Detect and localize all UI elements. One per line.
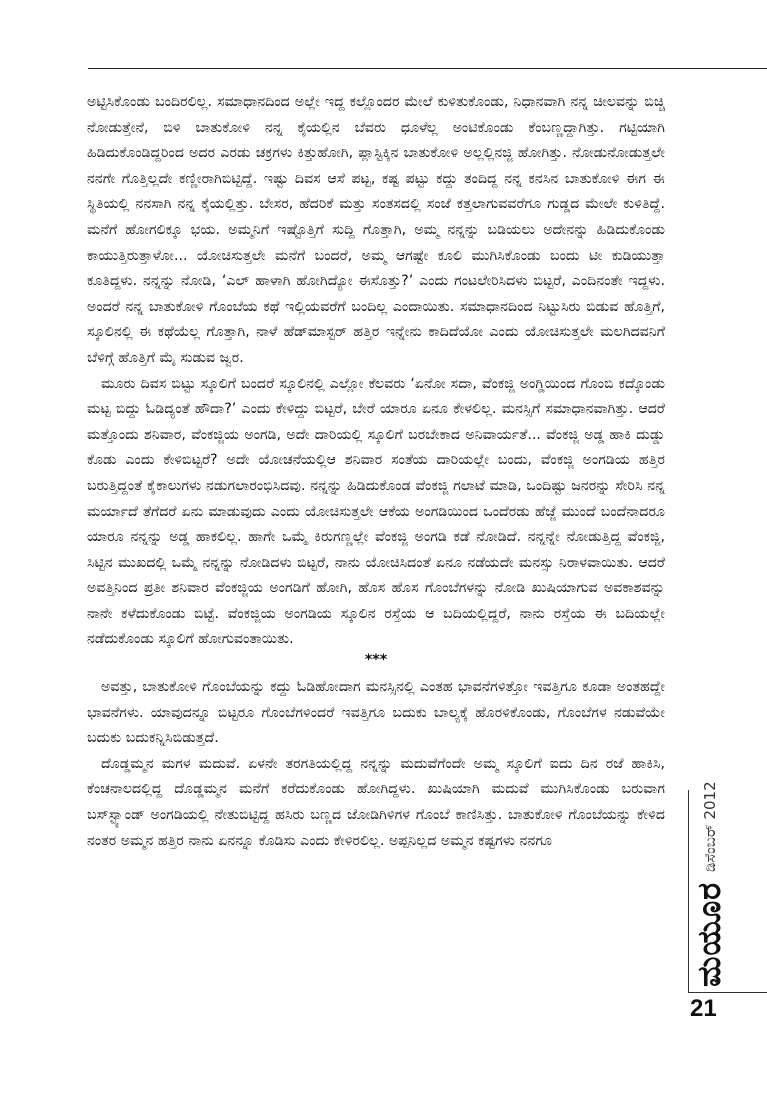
paragraph-4: ದೊಡ್ಡಮ್ಮನ ಮಗಳ ಮದುವೆ. ಏಳನೇ ತರಗತಿಯಲ್ಲಿದ್ದ ನನ್ನನ್ನು ಮದುವೆಗೆಂದೇ ಅಮ್ಮ ಸ್ಕೂಲಿಗೆ ಐದು ದಿನ ರಜೆ ಹಾಕಿಸಿ, ಕೆಂಚನಾಲದಲ್ಲಿದ್ದ ದೊಡ್ಡಮ್ಮನ ಮನೆಗೆ ಕರೆದುಕೊಂಡು ಹೋಗಿದ್ದಳು. ಖುಷಿಯಾಗಿ ಮದುವೆ ಮುಗಿಸಿಕೊಂಡು ಬರುವಾಗ ಬಸ್‌ಸ್ಟ್ಯಾಂಡ್ ಅಂಗಡಿಯಲ್ಲಿ ನೇತುಬಿಟ್ಟಿದ್ದ ಹಸಿರು ಬಣ್ಣದ ಜೋಡಿಗಿಳಿಗಳ ಗೊಂಬೆ ಕಾಣಿಸಿತ್ತು. ಬಾತುಕೋಳಿ ಗೊಂಬೆಯನ್ನು ಕೇಳಿದ ನಂತರ ಅಮ್ಮನ ಹತ್ತಿರ ನಾನು ಏನನ್ನೂ ಕೊಡಿಸು ಎಂದು ಕೇಳಿರಲಿಲ್ಲ. ಅಪ್ಪನಿಲ್ಲದ ಅಮ್ಮನ ಕಷ್ಟಗಳು ನನಗೂ [87, 755, 665, 849]
header-rule [88, 68, 767, 69]
magazine-name: ಮಯೂರ [690, 881, 728, 987]
section-separator: *** [364, 652, 388, 669]
page-number-rule [688, 992, 767, 993]
magazine-sidebar [690, 781, 729, 987]
paragraph-1: ಅಟ್ಟಿಸಿಕೊಂಡು ಬಂದಿರಲಿಲ್ಲ. ಸಮಾಧಾನದಿಂದ ಅಲ್ಲೇ ಇದ್ದ ಕಲ್ಲೊಂದರ ಮೇಲೆ ಕುಳಿತುಕೊಂಡು, ನಿಧಾನವಾಗಿ ನನ್ನ ಚೀಲವನ್ನು ಬಿಚ್ಚಿ ನೋಡುತ್ತೇನೆ, ಬಿಳಿ ಬಾತುಕೋಳಿ ನನ್ನ ಕೈಯಲ್ಲಿನ ಬೆವರು ಧೂಳೆಲ್ಲ ಅಂಟಿಕೊಂಡು ಕೆಂಬಣ್ಣದ್ದಾಗಿತ್ತು. ಗಟ್ಟಿಯಾಗಿ ಹಿಡಿದುಕೊಂಡಿದ್ದರಿಂದ ಅದರ ಎರಡು ಚಕ್ರಗಳು ಕಿತ್ತುಹೋಗಿ, ಪ್ಲಾಸ್ಟಿಕ್ಕಿನ ಬಾತುಕೋಳಿ ಅಲ್ಲಲ್ಲಿನಜ್ಜಿ ಹೋಗಿತ್ತು. ನೋಡುನೋಡುತ್ತಲೇ ನನಗೇ ಗೊತ್ತಿಲ್ಲದೇ ಕಣ್ಣೀರಾಗಿಬಿಟ್ಟಿದ್ದೆ. ಇಷ್ಟು ದಿವಸ ಆಸೆ ಪಟ್ಟ, ಕಷ್ಟ ಪಟ್ಟು ಕದ್ದು ತಂದಿದ್ದ ನನ್ನ ಕನಸಿನ ಬಾತುಕೋಳಿ ಈಗ ಈ ಸ್ಥಿತಿಯಲ್ಲಿ ನನಸಾಗಿ ನನ್ನ ಕೈಯಲ್ಲಿತ್ತು. ಬೇಸರ, ಹೆದರಿಕೆ ಮತ್ತು ಸಂತಸದಲ್ಲಿ ಸಂಜೆ ಕತ್ತಲಾಗುವವರೆಗೂ ಗುಡ್ಡದ ಮೇಲೇ ಕುಳಿತಿದ್ದೆ. ಮನೆಗೆ ಹೋಗಲಿಕ್ಕೂ ಭಯ. ಅಮ್ಮನಿಗೆ ಇಷ್ಟೊತ್ತಿಗೆ ಸುದ್ದಿ ಗೊತ್ತಾಗಿ, ಅಮ್ಮ ನನ್ನನ್ನು ಬಡಿಯಲು ಅದೇನನ್ನು ಹಿಡಿದುಕೊಂಡು ಕಾಯುತ್ತಿರುತ್ತಾಳೋ... ಯೋಚಿಸುತ್ತಲೇ ಮನೆಗೆ ಬಂದರೆ, ಅಮ್ಮ ಆಗಷ್ಟೇ ಕೂಲಿ ಮುಗಿಸಿಕೊಂಡು ಬಂದು ಟೀ ಕುಡಿಯುತ್ತಾ ಕೂತಿದ್ದಳು. ನನ್ನನ್ನು ನೋಡಿ, ‘ಎಲ್ ಹಾಳಾಗಿ ಹೋಗಿದ್ಯೋ ಈಸೊತ್ತು?’ ಎಂದು ಗಂಟಲೇರಿಸಿದಳು ಬಿಟ್ಟರೆ, ಎಂದಿನಂತೇ ಇದ್ದಳು. ಅಂದರೆ ನನ್ನ ಬಾತುಕೋಳಿ ಗೊಂಬೆಯ ಕಥೆ ಇಲ್ಲಿಯವರೆಗೆ ಬಂದಿಲ್ಲ ಎಂದಾಯಿತು. ಸಮಾಧಾನದಿಂದ ನಿಟ್ಟುಸಿರು ಬಿಡುವ ಹೊತ್ತಿಗೆ, ಸ್ಕೂಲಿನಲ್ಲಿ ಈ ಕಥೆಯೆಲ್ಲ ಗೊತ್ತಾಗಿ, ನಾಳೆ ಹೆಡ್‌ಮಾಸ್ಟರ್ ಹತ್ತಿರ ಇನ್ನೇನು ಕಾದಿದೆಯೋ ಎಂದು ಯೋಚಿಸುತ್ತಲೇ ಮಲಗಿದವನಿಗೆ ಬೆಳಿಗ್ಗೆ ಹೊತ್ತಿಗೆ ಮೈ ಸುಡುವ ಜ್ವರ. [87, 94, 665, 366]
sidebar-vertical-rule [688, 790, 689, 993]
paragraph-3: ಅವತ್ತು, ಬಾತುಕೋಳಿ ಗೊಂಬೆಯನ್ನು ಕದ್ದು ಓಡಿಹೋದಾಗ ಮನಸ್ಸಿನಲ್ಲಿ ಎಂತಹ ಭಾವನೆಗಳಿತ್ತೋ ಇವತ್ತಿಗೂ ಕೂಡಾ ಅಂತಹದ್ದೇ ಭಾವನೆಗಳು. ಯಾವುದನ್ನೂ ಬಿಟ್ಟರೂ ಗೊಂಬೆಗಳಿಂದರೆ ಇವತ್ತಿಗೂ ಬದುಕು ಬಾಲ್ಯಕ್ಕೆ ಹೊರಳಿಕೊಂಡು, ಗೊಂಬೆಗಳ ನಡುವೆಯೇ ಬದುಕು ಬದುಕನ್ನಿಸಿಬಿಡುತ್ತದೆ. [87, 679, 665, 747]
page-number: 21 [690, 995, 717, 1022]
article-body [87, 90, 665, 854]
paragraph-2: ಮೂರು ದಿವಸ ಬಿಟ್ಟು ಸ್ಕೂಲಿಗೆ ಬಂದರೆ ಸ್ಕೂಲಿನಲ್ಲಿ ಎಲ್ಲೋ ಕೆಲವರು ‘ಏನೋ ಸದಾ, ವೆಂಕಜ್ಜಿ ಅಂಗ್ಡಿಯಿಂದ ಗೊಂಬಿ ಕದ್ಕೊಂಡು ಮಟ್ಟ ಬಿದ್ದು ಓಡಿದ್ಯಂತೆ ಹೌದಾ?’ ಎಂದು ಕೇಳಿದ್ದು ಬಿಟ್ಟರೆ, ಬೇರೆ ಯಾರೂ ಏನೂ ಕೇಳಲಿಲ್ಲ. ಮನಸ್ಸಿಗೆ ಸಮಾಧಾನವಾಗಿತ್ತು. ಆದರೆ ಮತ್ತೊಂದು ಶನಿವಾರ, ವೆಂಕಜ್ಜಿಯ ಅಂಗಡಿ, ಅದೇ ದಾರಿಯಲ್ಲಿ ಸ್ಕೂಲಿಗೆ ಬರಬೇಕಾದ ಅನಿವಾರ್ಯತೆ... ವೆಂಕಜ್ಜಿ ಅಡ್ಡ ಹಾಕಿ ದುಡ್ಡು ಕೊಡು ಎಂದು ಕೇಳಿಬಿಟ್ಟರೆ? ಅದೇ ಯೋಚನೆಯಲ್ಲಿಆ ಶನಿವಾರ ಸಂತೆಯ ದಾರಿಯಲ್ಲೇ ಬಂದು, ವೆಂಕಜ್ಜಿ ಅಂಗಡಿಯ ಹತ್ತಿರ ಬರುತ್ತಿದ್ದಂತೆ ಕೈಕಾಲುಗಳು ನಡುಗಲಾರಂಭಿಸಿದವು. ನನ್ನನ್ನು ಹಿಡಿದುಕೊಂಡ ವೆಂಕಜ್ಜಿ ಗಲಾಟೆ ಮಾಡಿ, ಒಂದಿಷ್ಟು ಜನರನ್ನು ಸೇರಿಸಿ ನನ್ನ ಮರ್ಯಾದೆ ತೆಗೆದರೆ ಏನು ಮಾಡುವುದು ಎಂದು ಯೋಚಿಸುತ್ತಲೇ ಆಕೆಯ ಅಂಗಡಿಯಿಂದ ಒಂದೆರಡು ಹೆಜ್ಜೆ ಮುಂದೆ ಬಂದೆನಾದರೂ ಯಾರೂ ನನ್ನನ್ನು ಅಡ್ಡ ಹಾಕಲಿಲ್ಲ. ಹಾಗೇ ಒಮ್ಮೆ ಕಿರುಗಣ್ಣಲ್ಲೇ ವೆಂಕಜ್ಜಿ ಅಂಗಡಿ ಕಡೆ ನೋಡಿದೆ. ನನ್ನನ್ನೇ ನೋಡುತ್ತಿದ್ದ ವೆಂಕಜ್ಜಿ, ಸಿಟ್ಟಿನ ಮುಖದಲ್ಲಿ ಒಮ್ಮೆ ನನ್ನನ್ನು ನೋಡಿದಳು ಬಿಟ್ಟರೆ, ನಾನು ಯೋಚಿಸಿದಂತೆ ಏನೂ ನಡೆಯದೇ ಮನಸ್ಸು ನಿರಾಳವಾಯಿತು. ಆದರೆ ಅವತ್ತಿನಿಂದ ಪ್ರತೀ ಶನಿವಾರ ವೆಂಕಜ್ಜಿಯ ಅಂಗಡಿಗೆ ಹೋಗಿ, ಹೊಸ ಹೊಸ ಗೊಂಬೆಗಳನ್ನು ನೋಡಿ ಖುಷಿಯಾಗುವ ಅವಕಾಶವನ್ನು ನಾನೇ ಕಳೆದುಕೊಂಡು ಬಿಟ್ಟೆ. ವೆಂಕಜ್ಜಿಯ ಅಂಗಡಿಯ ಸ್ಕೂಲಿನ ರಸ್ತೆಯ ಆ ಬದಿಯಲ್ಲಿದ್ದರೆ, ನಾನು ರಸ್ತೆಯ ಈ ಬದಿಯಲ್ಲೇ ನಡೆದುಕೊಂಡು ಸ್ಕೂಲಿಗೆ ಹೋಗುವಂತಾಯಿತು. [87, 375, 665, 648]
issue-date: ಡಿಸೆಂಬರ್ 2012 [700, 781, 719, 872]
